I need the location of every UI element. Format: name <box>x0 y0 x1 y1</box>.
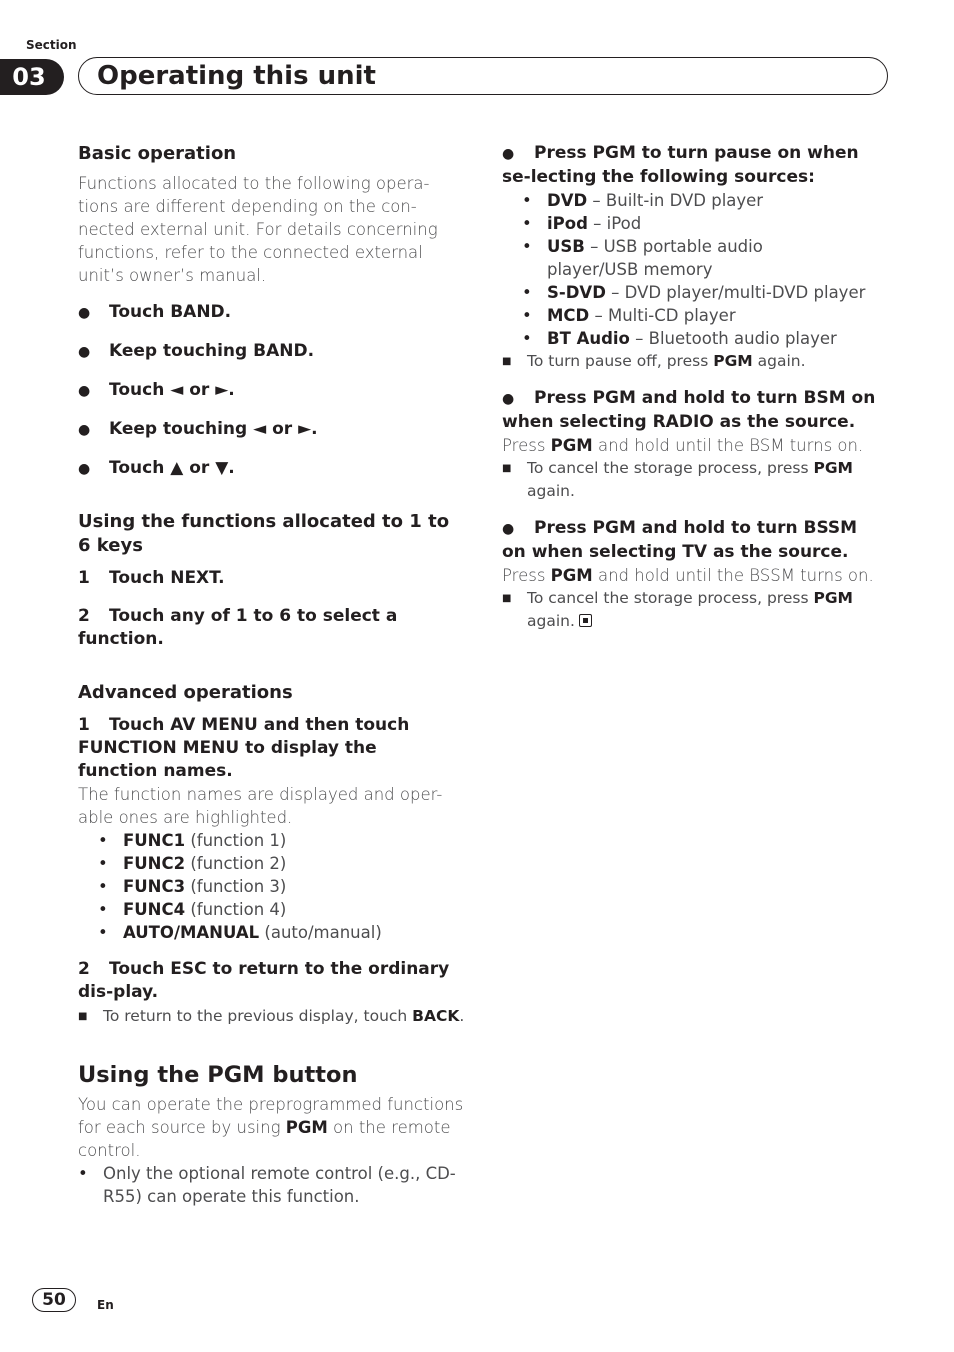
bullet-icon <box>78 379 109 403</box>
function-list <box>78 829 468 944</box>
note: ■ To turn pause off, press PGM again. <box>502 352 806 370</box>
section-label: Section <box>26 38 77 52</box>
source-list <box>502 189 892 350</box>
pgm-text: You can operate the preprogrammed functions for each source by using PGM on the remote control. <box>78 1095 464 1160</box>
list-item: • USB – USB portable audio player/USB memory <box>522 237 763 279</box>
basic-operation-heading: Basic operation <box>78 143 237 164</box>
basic-steps <box>78 301 468 481</box>
page-number: 50 <box>32 1288 76 1312</box>
step-item: ● Keep touching ◄ or ►. <box>78 418 468 442</box>
bssm-body: Press PGM and hold until the BSSM turns on. <box>502 566 874 585</box>
step-item: ● Touch ◄ or ►. <box>78 379 468 403</box>
bullet-icon: ● <box>502 146 515 162</box>
list-item: • MCD – Multi-CD player <box>522 306 736 325</box>
section-number-badge: 03 <box>0 59 64 95</box>
left-column <box>78 142 468 1208</box>
note: ■ To return to the previous display, touch BACK. <box>78 1007 465 1025</box>
step-item: ● Touch BAND. <box>78 301 468 325</box>
step-item: ● Touch ▲ or ▼. <box>78 457 468 481</box>
list-item: • iPod – iPod <box>522 214 642 233</box>
bullet-icon <box>78 340 109 364</box>
list-item: • BT Audio – Bluetooth audio player <box>522 329 837 348</box>
numbered-step: 1 Touch NEXT. <box>78 568 225 588</box>
advanced-step1-body: The function names are displayed and oper-able ones are highlighted. <box>78 785 443 827</box>
list-item: • FUNC2 (function 2) <box>98 854 287 873</box>
list-item: • Only the optional remote control (e.g., CD-R55) can operate this function. <box>78 1164 456 1206</box>
step-item: ● Keep touching BAND. <box>78 340 468 364</box>
bullet-icon: ● <box>502 521 515 537</box>
bullet-icon <box>78 418 109 442</box>
basic-operation-text: Functions allocated to the following opera-tions are different depending on the con-nected external unit. For details concerning functions, refer to the connected external unit’s owner’s manual. <box>78 174 438 285</box>
list-item: • FUNC4 (function 4) <box>98 900 287 919</box>
bullet-icon: ● <box>502 391 515 407</box>
list-item: • S-DVD – DVD player/multi-DVD player <box>522 283 866 302</box>
list-item: • FUNC3 (function 3) <box>98 877 287 896</box>
numbered-step: 2 Touch ESC to return to the ordinary dis-play. <box>78 959 450 1002</box>
advanced-heading: Advanced operations <box>78 682 293 703</box>
bssm-step: ● Press PGM and hold to turn BSSM on when selecting TV as the source. <box>502 518 858 562</box>
page-title: Operating this unit <box>97 61 376 91</box>
bsm-step: ● Press PGM and hold to turn BSM on when selecting RADIO as the source. <box>502 388 876 432</box>
keys-heading: Using the functions allocated to 1 to 6 keys <box>78 511 450 556</box>
right-column <box>502 142 892 633</box>
list-item: • DVD – Built-in DVD player <box>522 191 764 210</box>
note: ■ To cancel the storage process, press PGM again. <box>502 589 853 630</box>
language-code: En <box>97 1298 114 1312</box>
bsm-body: Press PGM and hold until the BSM turns on. <box>502 436 864 455</box>
numbered-step: 2 Touch any of 1 to 6 to select a function. <box>78 606 398 649</box>
bullet-icon <box>78 457 109 481</box>
list-item: • AUTO/MANUAL (auto/manual) <box>98 923 382 942</box>
end-of-section-icon <box>579 614 592 627</box>
bullet-icon <box>78 301 109 325</box>
pause-step: ● Press PGM to turn pause on when se-lecting the following sources: <box>502 143 859 187</box>
note: ■ To cancel the storage process, press PGM again. <box>502 459 853 500</box>
numbered-step: 1 Touch AV MENU and then touch FUNCTION MENU to display the function names. <box>78 715 410 781</box>
pgm-heading: Using the PGM button <box>78 1062 358 1088</box>
list-item: • FUNC1 (function 1) <box>98 831 287 850</box>
